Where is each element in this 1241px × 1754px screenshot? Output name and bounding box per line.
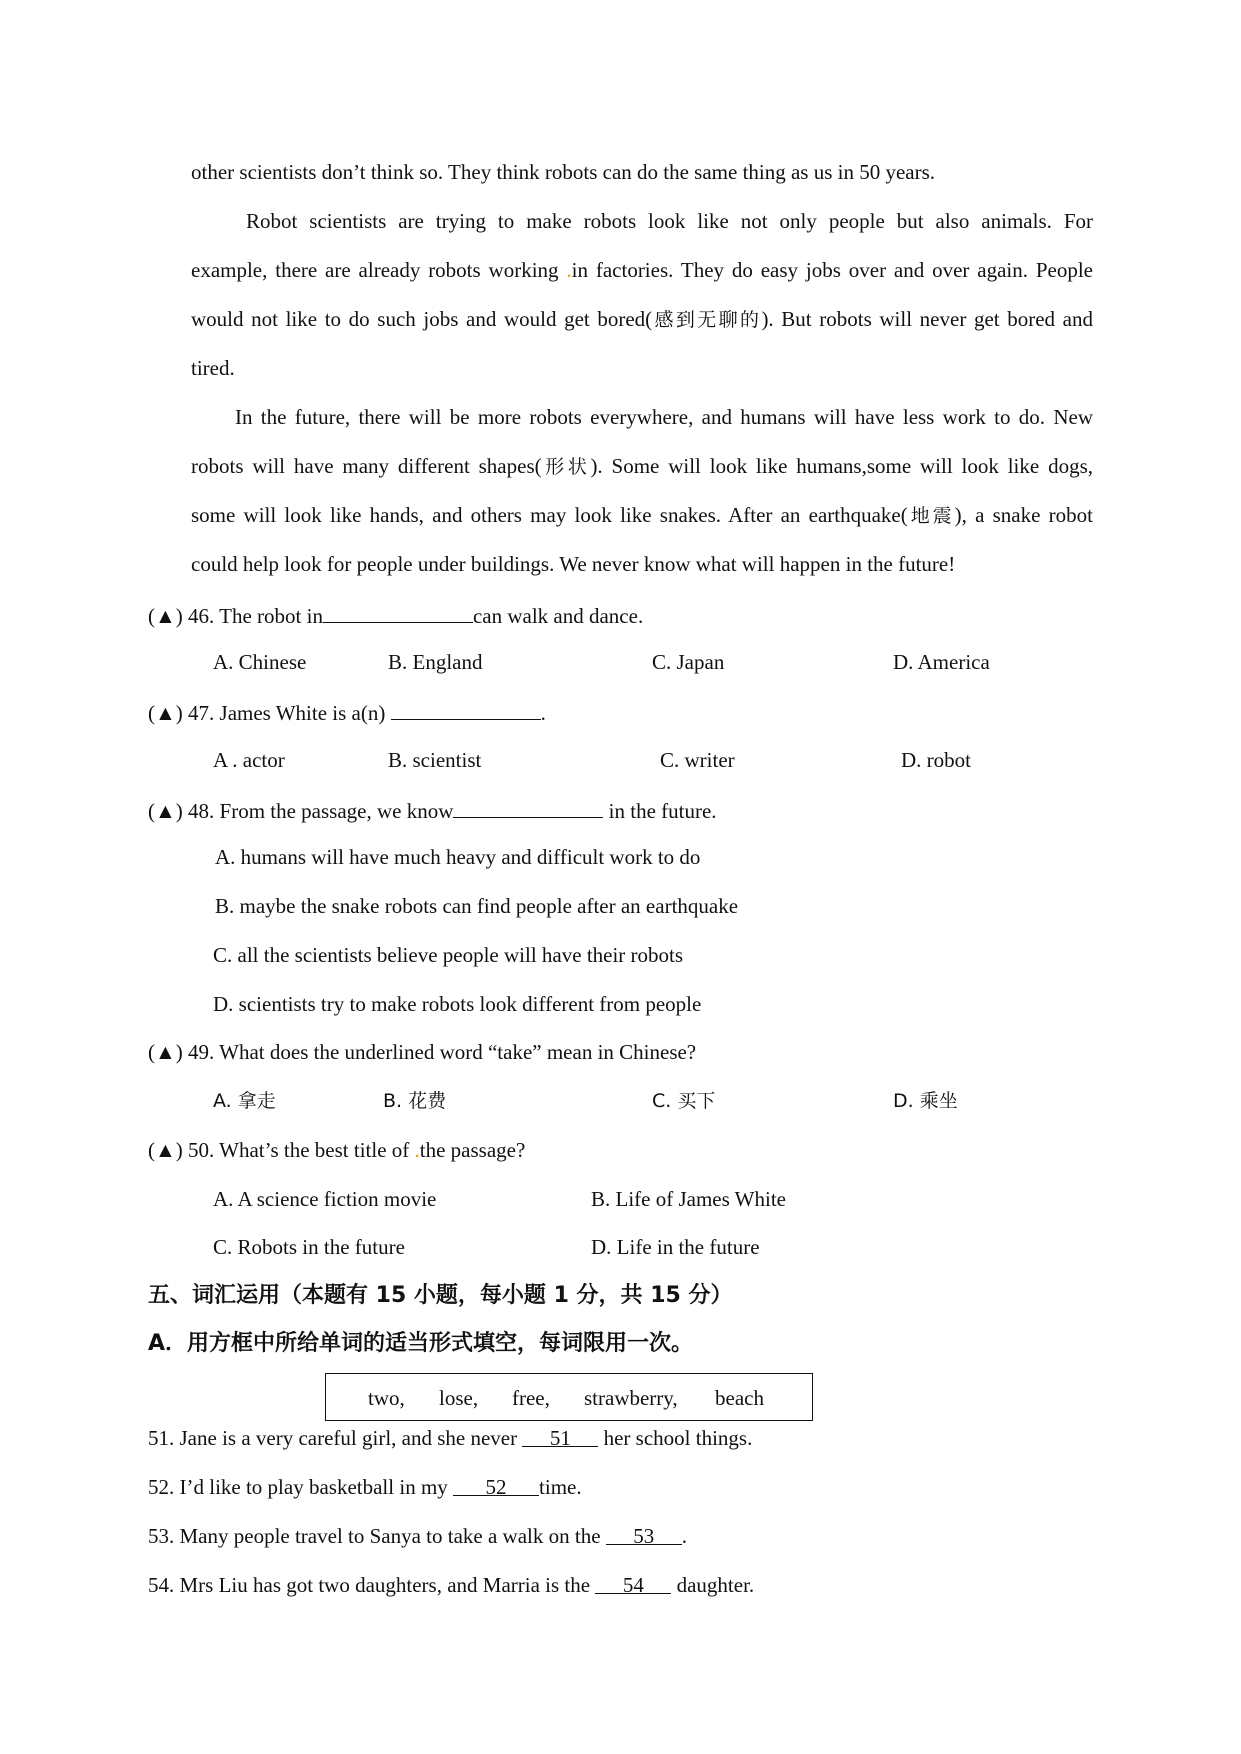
answer-blank[interactable] [323,600,473,623]
word-bank [325,1373,813,1421]
option: A. humans will have much heavy and difficult work to do [215,845,701,869]
option: A. A science fiction movie [213,1187,437,1211]
option: B. 花费 [383,1090,447,1112]
fill-54: 54. Mrs Liu has got two daughters, and Marria is the 54 daughter. [148,1573,755,1597]
fill-51: 51. Jane is a very careful girl, and she never 51 her school things. [148,1426,753,1450]
option: D. robot [901,748,971,772]
passage-line: example, there are already robots working .in factories. They do easy jobs over and over again. People [191,258,1093,282]
passage-line: Robot scientists are trying to make robots look like not only people but also animals. For [246,209,1093,233]
word-item: beach [715,1386,764,1410]
fill-53: 53. Many people travel to Sanya to take a walk on the 53 . [148,1524,688,1548]
question-48: (▲) 48. From the passage, we know in the future. [148,795,717,825]
word-item: strawberry, [584,1386,678,1410]
question-47: (▲) 47. James White is a(n) . [148,697,546,727]
option: C. Robots in the future [213,1235,405,1259]
answer-blank[interactable] [391,697,541,720]
option: C. Japan [652,650,725,674]
passage-line: some will look like hands, and others may look like snakes. After an earthquake(地震), a snake robot [191,503,1093,527]
answer-blank[interactable] [453,795,603,818]
option: D. 乘坐 [893,1090,958,1112]
word-item: two, [368,1386,405,1410]
option: A. Chinese [213,650,307,674]
option: D. scientists try to make robots look different from people [213,992,702,1016]
option: B. scientist [388,748,482,772]
passage-line: robots will have many different shapes(形状). Some will look like humans,some will look like dogs, [191,454,1093,478]
passage-line: tired. [191,356,235,380]
passage-line: would not like to do such jobs and would get bored(感到无聊的). But robots will never get bored and [191,307,1093,331]
word-item: lose, [439,1386,479,1410]
option: A . actor [213,748,285,772]
option: C. writer [660,748,735,772]
question-50: (▲) 50. What’s the best title of .the passage? [148,1138,526,1162]
option: B. England [388,650,483,674]
fill-52: 52. I’d like to play basketball in my 52 time. [148,1475,582,1499]
answer-blank[interactable]: 54 [595,1571,671,1594]
option: C. 买下 [652,1090,716,1112]
answer-blank[interactable]: 53 [606,1522,682,1545]
question-46: (▲) 46. The robot in can walk and dance. [148,600,643,630]
passage-line: In the future, there will be more robots everywhere, and humans will have less work to do. New [235,405,1093,429]
section-subtitle: A．用方框中所给单词的适当形式填空，每词限用一次。 [148,1331,694,1356]
passage-line: could help look for people under buildings. We never know what will happen in the future! [191,552,956,576]
question-49: (▲) 49. What does the underlined word “take” mean in Chinese? [148,1040,697,1064]
answer-blank[interactable]: 52 [453,1473,539,1496]
word-item: free, [512,1386,550,1410]
option: D. Life in the future [591,1235,760,1259]
option: B. maybe the snake robots can find people after an earthquake [215,894,739,918]
section-title: 五、词汇运用（本题有 15 小题，每小题 1 分，共 15 分） [148,1283,733,1308]
answer-blank[interactable]: 51 [522,1424,598,1447]
option: C. all the scientists believe people will have their robots [213,943,684,967]
option: D. America [893,650,990,674]
option: A. 拿走 [213,1090,276,1112]
option: B. Life of James White [591,1187,786,1211]
passage-line: other scientists don’t think so. They think robots can do the same thing as us in 50 years. [191,160,936,184]
